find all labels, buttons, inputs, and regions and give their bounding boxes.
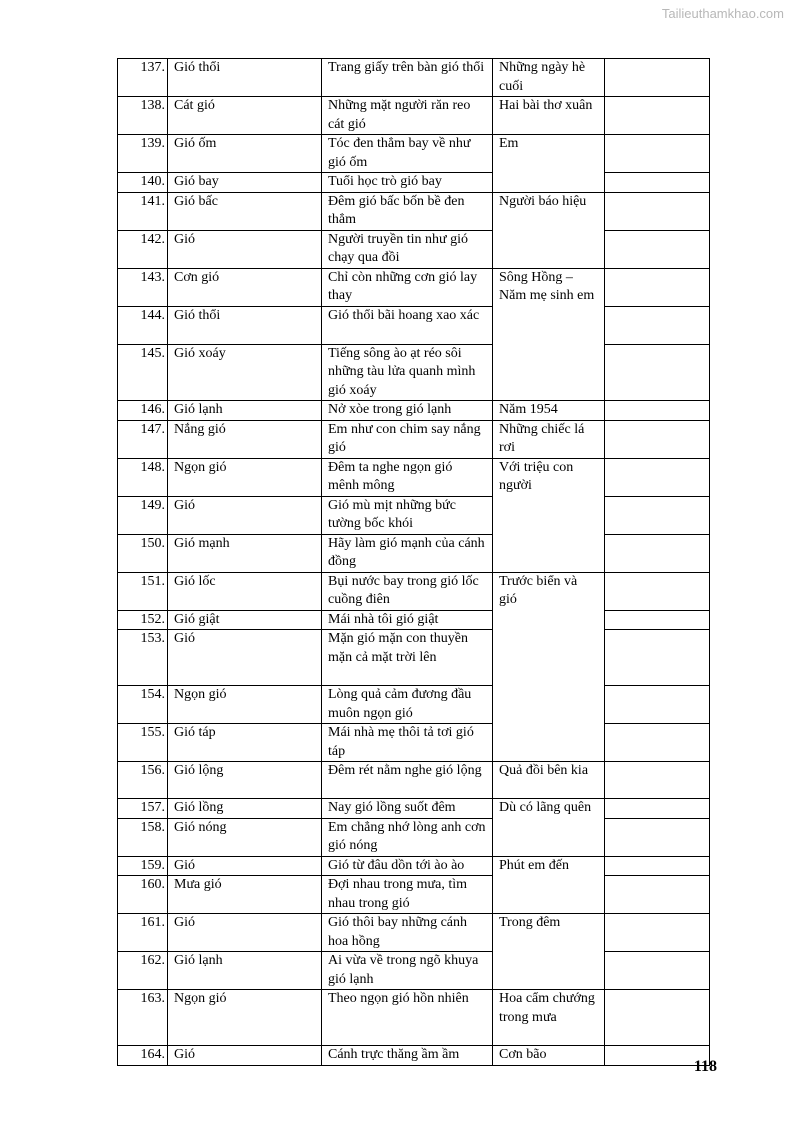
note-cell xyxy=(605,420,710,458)
verse-cell: Bụi nước bay trong gió lốc cuồng điên xyxy=(322,572,493,610)
poem-title-cell: Trong đêm xyxy=(493,914,605,990)
row-number: 153. xyxy=(118,630,168,686)
table-row xyxy=(118,952,710,990)
poem-title-cell: Năm 1954 xyxy=(493,401,605,421)
poem-title-cell: Em xyxy=(493,135,605,193)
table-row xyxy=(118,173,710,193)
note-cell xyxy=(605,572,710,610)
table-row xyxy=(118,762,710,799)
note-cell xyxy=(605,192,710,230)
verse-cell: Mái nhà tôi gió giật xyxy=(322,610,493,630)
row-number: 145. xyxy=(118,344,168,401)
table-row xyxy=(118,401,710,421)
row-number: 150. xyxy=(118,534,168,572)
table-row xyxy=(118,799,710,819)
keyword-cell: Gió xyxy=(168,856,322,876)
verse-cell: Em như con chim say nắng gió xyxy=(322,420,493,458)
verse-cell: Tóc đen thẳm bay về như gió ốm xyxy=(322,135,493,173)
note-cell xyxy=(605,173,710,193)
keyword-cell: Gió bấc xyxy=(168,192,322,230)
table-row xyxy=(118,344,710,401)
keyword-cell: Gió ốm xyxy=(168,135,322,173)
row-number: 151. xyxy=(118,572,168,610)
poem-title-cell: Quả đồi bên kia xyxy=(493,762,605,799)
note-cell xyxy=(605,59,710,97)
note-cell xyxy=(605,496,710,534)
verse-cell: Nở xòe trong gió lạnh xyxy=(322,401,493,421)
note-cell xyxy=(605,458,710,496)
row-number: 154. xyxy=(118,686,168,724)
verse-cell: Tuổi học trò gió bay xyxy=(322,173,493,193)
poem-title-cell: Những ngày hè cuối xyxy=(493,59,605,97)
page-number: 118 xyxy=(693,1058,717,1075)
note-cell xyxy=(605,952,710,990)
poem-title-cell: Cơn bão xyxy=(493,1046,605,1066)
table-row xyxy=(118,990,710,1046)
note-cell xyxy=(605,876,710,914)
row-number: 147. xyxy=(118,420,168,458)
table-row xyxy=(118,458,710,496)
note-cell xyxy=(605,914,710,952)
note-cell xyxy=(605,818,710,856)
verse-cell: Gió thôi bay những cánh hoa hồng xyxy=(322,914,493,952)
row-number: 162. xyxy=(118,952,168,990)
row-number: 163. xyxy=(118,990,168,1046)
poem-title-cell: Phút em đến xyxy=(493,856,605,914)
keyword-cell: Gió lốc xyxy=(168,572,322,610)
keyword-cell: Gió táp xyxy=(168,724,322,762)
table-row xyxy=(118,496,710,534)
note-cell xyxy=(605,630,710,686)
verse-cell: Đợi nhau trong mưa, tìm nhau trong gió xyxy=(322,876,493,914)
note-cell xyxy=(605,268,710,306)
row-number: 164. xyxy=(118,1046,168,1066)
verse-cell: Đêm gió bấc bốn bề đen thẳm xyxy=(322,192,493,230)
row-number: 139. xyxy=(118,135,168,173)
table-row xyxy=(118,610,710,630)
keyword-cell: Gió bay xyxy=(168,173,322,193)
keyword-cell: Gió mạnh xyxy=(168,534,322,572)
verse-cell: Người truyền tin như gió chạy qua đồi xyxy=(322,230,493,268)
verse-cell: Gió từ đâu dồn tới ào ào xyxy=(322,856,493,876)
verse-cell: Cánh trực thăng ầm ầm xyxy=(322,1046,493,1066)
table-row xyxy=(118,818,710,856)
vocabulary-table xyxy=(117,58,710,1066)
note-cell xyxy=(605,306,710,344)
table-row xyxy=(118,192,710,230)
keyword-cell: Cát gió xyxy=(168,97,322,135)
table-row xyxy=(118,572,710,610)
note-cell xyxy=(605,799,710,819)
table-row xyxy=(118,97,710,135)
table-row xyxy=(118,420,710,458)
table-row xyxy=(118,876,710,914)
keyword-cell: Gió xyxy=(168,1046,322,1066)
row-number: 155. xyxy=(118,724,168,762)
table-row xyxy=(118,1046,710,1066)
poem-title-cell: Những chiếc lá rơi xyxy=(493,420,605,458)
note-cell xyxy=(605,230,710,268)
table-row xyxy=(118,268,710,306)
row-number: 142. xyxy=(118,230,168,268)
poem-title-cell: Người báo hiệu xyxy=(493,192,605,268)
row-number: 137. xyxy=(118,59,168,97)
verse-cell: Gió thổi bãi hoang xao xác xyxy=(322,306,493,344)
table-row xyxy=(118,630,710,686)
row-number: 143. xyxy=(118,268,168,306)
verse-cell: Đêm rét nằm nghe gió lộng xyxy=(322,762,493,799)
row-number: 148. xyxy=(118,458,168,496)
row-number: 149. xyxy=(118,496,168,534)
row-number: 157. xyxy=(118,799,168,819)
note-cell xyxy=(605,401,710,421)
poem-title-cell: Hoa cẩm chướng trong mưa xyxy=(493,990,605,1046)
row-number: 152. xyxy=(118,610,168,630)
row-number: 144. xyxy=(118,306,168,344)
table-row xyxy=(118,856,710,876)
note-cell xyxy=(605,534,710,572)
note-cell xyxy=(605,610,710,630)
table-row xyxy=(118,306,710,344)
verse-cell: Gió mù mịt những bức tường bốc khói xyxy=(322,496,493,534)
row-number: 146. xyxy=(118,401,168,421)
note-cell xyxy=(605,686,710,724)
keyword-cell: Ngọn gió xyxy=(168,686,322,724)
keyword-cell: Nắng gió xyxy=(168,420,322,458)
keyword-cell: Gió xyxy=(168,230,322,268)
note-cell xyxy=(605,856,710,876)
note-cell xyxy=(605,762,710,799)
note-cell xyxy=(605,97,710,135)
watermark: Tailieuthamkhao.com xyxy=(661,6,784,21)
keyword-cell: Gió nóng xyxy=(168,818,322,856)
row-number: 156. xyxy=(118,762,168,799)
keyword-cell: Mưa gió xyxy=(168,876,322,914)
keyword-cell: Ngọn gió xyxy=(168,458,322,496)
table-row xyxy=(118,135,710,173)
row-number: 159. xyxy=(118,856,168,876)
table-row xyxy=(118,914,710,952)
keyword-cell: Ngọn gió xyxy=(168,990,322,1046)
keyword-cell: Gió lồng xyxy=(168,799,322,819)
row-number: 160. xyxy=(118,876,168,914)
row-number: 140. xyxy=(118,173,168,193)
keyword-cell: Gió xyxy=(168,630,322,686)
keyword-cell: Gió giật xyxy=(168,610,322,630)
keyword-cell: Gió thổi xyxy=(168,59,322,97)
verse-cell: Tiếng sông ào ạt réo sôi những tàu lửa quanh mình gió xoáy xyxy=(322,344,493,401)
table-row xyxy=(118,686,710,724)
poem-title-cell: Trước biển và gió xyxy=(493,572,605,762)
verse-cell: Đêm ta nghe ngọn gió mênh mông xyxy=(322,458,493,496)
keyword-cell: Gió thổi xyxy=(168,306,322,344)
note-cell xyxy=(605,135,710,173)
row-number: 138. xyxy=(118,97,168,135)
poem-title-cell: Hai bài thơ xuân xyxy=(493,97,605,135)
keyword-cell: Gió lộng xyxy=(168,762,322,799)
verse-cell: Chỉ còn những cơn gió lay thay xyxy=(322,268,493,306)
verse-cell: Mặn gió mặn con thuyền mặn cả mặt trời lên xyxy=(322,630,493,686)
note-cell xyxy=(605,990,710,1046)
keyword-cell: Gió xoáy xyxy=(168,344,322,401)
verse-cell: Trang giấy trên bàn gió thổi xyxy=(322,59,493,97)
verse-cell: Những mặt người răn reo cát gió xyxy=(322,97,493,135)
keyword-cell: Gió xyxy=(168,914,322,952)
table-row xyxy=(118,230,710,268)
row-number: 158. xyxy=(118,818,168,856)
note-cell xyxy=(605,344,710,401)
poem-title-cell: Sông Hồng – Năm mẹ sinh em xyxy=(493,268,605,401)
verse-cell: Em chẳng nhớ lòng anh cơn gió nóng xyxy=(322,818,493,856)
row-number: 161. xyxy=(118,914,168,952)
verse-cell: Lòng quả cảm đương đầu muôn ngọn gió xyxy=(322,686,493,724)
poem-title-cell: Với triệu con người xyxy=(493,458,605,572)
poem-title-cell: Dù có lãng quên xyxy=(493,799,605,857)
verse-cell: Theo ngọn gió hồn nhiên xyxy=(322,990,493,1046)
keyword-cell: Gió lạnh xyxy=(168,401,322,421)
keyword-cell: Gió xyxy=(168,496,322,534)
keyword-cell: Cơn gió xyxy=(168,268,322,306)
verse-cell: Mái nhà mẹ thôi tả tơi gió táp xyxy=(322,724,493,762)
row-number: 141. xyxy=(118,192,168,230)
note-cell xyxy=(605,724,710,762)
table-row xyxy=(118,534,710,572)
table-row xyxy=(118,59,710,97)
verse-cell: Ai vừa về trong ngõ khuya gió lạnh xyxy=(322,952,493,990)
verse-cell: Nay gió lồng suốt đêm xyxy=(322,799,493,819)
verse-cell: Hãy làm gió mạnh của cánh đồng xyxy=(322,534,493,572)
keyword-cell: Gió lạnh xyxy=(168,952,322,990)
table-row xyxy=(118,724,710,762)
